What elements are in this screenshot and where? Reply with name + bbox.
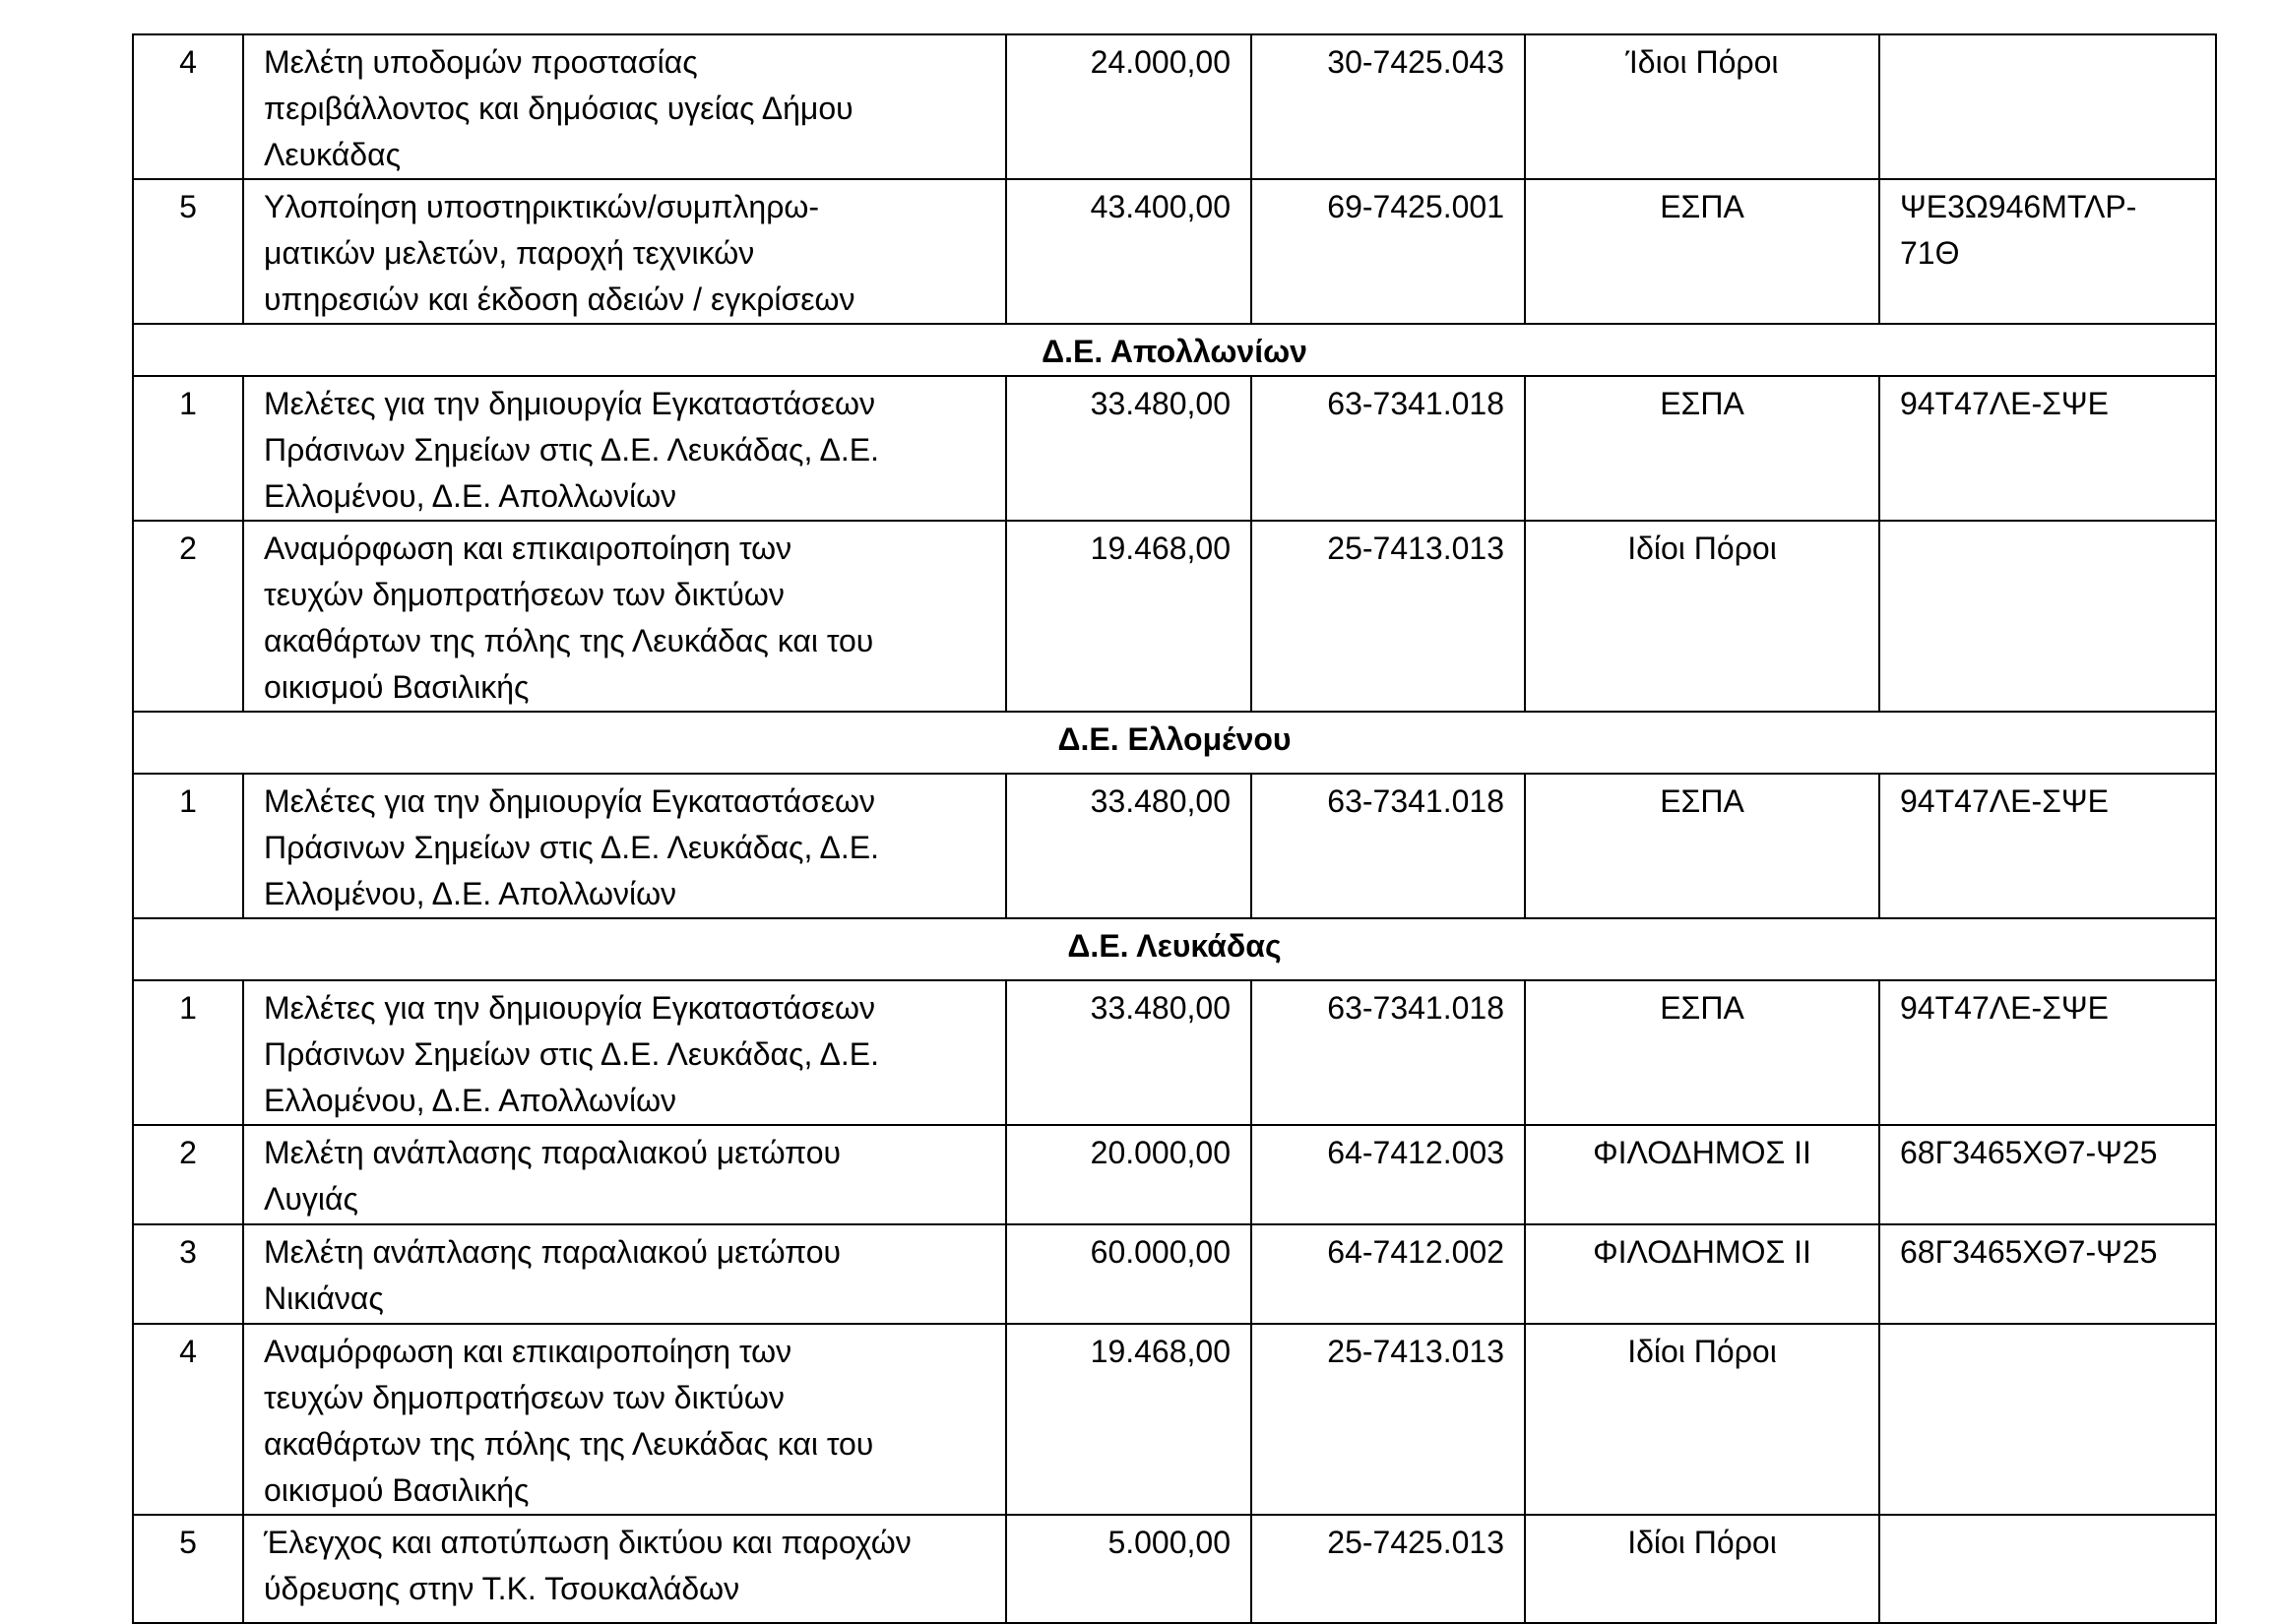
row-number: 5	[133, 179, 243, 324]
section-row	[133, 918, 2216, 980]
table-row	[133, 1224, 2216, 1324]
budget-code: 64-7412.002	[1251, 1224, 1525, 1324]
budget-amount: 20.000,00	[1006, 1125, 1251, 1224]
funding-source: Ίδιοι Πόροι	[1525, 34, 1879, 179]
budget-amount: 33.480,00	[1006, 774, 1251, 918]
ada-code: 68Γ3465ΧΘ7-Ψ25	[1879, 1125, 2216, 1224]
table-row	[133, 980, 2216, 1125]
row-number: 4	[133, 1324, 243, 1515]
budget-amount: 33.480,00	[1006, 980, 1251, 1125]
row-number: 2	[133, 1125, 243, 1224]
funding-source: Ιδίοι Πόροι	[1525, 521, 1879, 712]
studies-table	[132, 33, 2217, 1624]
funding-source: ΦΙΛΟΔΗΜΟΣ ΙΙ	[1525, 1125, 1879, 1224]
section-row	[133, 324, 2216, 376]
budget-amount: 60.000,00	[1006, 1224, 1251, 1324]
table-row	[133, 34, 2216, 179]
study-description: Μελέτες για την δημιουργία Εγκαταστάσεων Πράσινων Σημείων στις Δ.Ε. Λευκάδας, Δ.Ε. Ελλομένου, Δ.Ε. Απολλωνίων	[243, 376, 1006, 521]
budget-amount: 33.480,00	[1006, 376, 1251, 521]
budget-amount: 19.468,00	[1006, 521, 1251, 712]
budget-amount: 5.000,00	[1006, 1515, 1251, 1623]
section-row	[133, 712, 2216, 774]
budget-code: 25-7425.013	[1251, 1515, 1525, 1623]
row-number: 5	[133, 1515, 243, 1623]
ada-code: ΨΕ3Ω946ΜΤΛΡ- 71Θ	[1879, 179, 2216, 324]
table-row	[133, 521, 2216, 712]
ada-code	[1879, 521, 2216, 712]
study-description: Αναμόρφωση και επικαιροποίηση των τευχών δημοπρατήσεων των δικτύων ακαθάρτων της πόλης της Λευκάδας και του οικισμού Βασιλικής	[243, 1324, 1006, 1515]
funding-source: Ιδίοι Πόροι	[1525, 1324, 1879, 1515]
row-number: 3	[133, 1224, 243, 1324]
table-row	[133, 376, 2216, 521]
budget-code: 25-7413.013	[1251, 521, 1525, 712]
study-description: Μελέτη ανάπλασης παραλιακού μετώπου Νικιάνας	[243, 1224, 1006, 1324]
row-number: 1	[133, 980, 243, 1125]
funding-source: ΕΣΠΑ	[1525, 179, 1879, 324]
section-title: Δ.Ε. Λευκάδας	[133, 918, 2216, 980]
table-row	[133, 774, 2216, 918]
ada-code: 94Τ47ΛΕ-ΣΨΕ	[1879, 774, 2216, 918]
row-number: 4	[133, 34, 243, 179]
table-row	[133, 1125, 2216, 1224]
study-description: Μελέτη υποδομών προστασίας περιβάλλοντος και δημόσιας υγείας Δήμου Λευκάδας	[243, 34, 1006, 179]
study-description: Μελέτες για την δημιουργία Εγκαταστάσεων Πράσινων Σημείων στις Δ.Ε. Λευκάδας, Δ.Ε. Ελλομένου, Δ.Ε. Απολλωνίων	[243, 774, 1006, 918]
budget-amount: 24.000,00	[1006, 34, 1251, 179]
funding-source: Ιδίοι Πόροι	[1525, 1515, 1879, 1623]
ada-code: 94Τ47ΛΕ-ΣΨΕ	[1879, 980, 2216, 1125]
funding-source: ΕΣΠΑ	[1525, 980, 1879, 1125]
study-description: Μελέτη ανάπλασης παραλιακού μετώπου Λυγιάς	[243, 1125, 1006, 1224]
budget-code: 63-7341.018	[1251, 376, 1525, 521]
budget-code: 25-7413.013	[1251, 1324, 1525, 1515]
study-description: Αναμόρφωση και επικαιροποίηση των τευχών δημοπρατήσεων των δικτύων ακαθάρτων της πόλης της Λευκάδας και του οικισμού Βασιλικής	[243, 521, 1006, 712]
study-description: Μελέτες για την δημιουργία Εγκαταστάσεων Πράσινων Σημείων στις Δ.Ε. Λευκάδας, Δ.Ε. Ελλομένου, Δ.Ε. Απολλωνίων	[243, 980, 1006, 1125]
row-number: 1	[133, 774, 243, 918]
study-description: Υλοποίηση υποστηρικτικών/συμπληρω- ματικών μελετών, παροχή τεχνικών υπηρεσιών και έκδοση αδειών / εγκρίσεων	[243, 179, 1006, 324]
budget-code: 63-7341.018	[1251, 980, 1525, 1125]
table-row	[133, 1324, 2216, 1515]
row-number: 1	[133, 376, 243, 521]
budget-code: 30-7425.043	[1251, 34, 1525, 179]
ada-code	[1879, 34, 2216, 179]
table-row	[133, 179, 2216, 324]
budget-code: 63-7341.018	[1251, 774, 1525, 918]
row-number: 2	[133, 521, 243, 712]
ada-code: 68Γ3465ΧΘ7-Ψ25	[1879, 1224, 2216, 1324]
funding-source: ΕΣΠΑ	[1525, 774, 1879, 918]
budget-code: 64-7412.003	[1251, 1125, 1525, 1224]
ada-code	[1879, 1515, 2216, 1623]
budget-code: 69-7425.001	[1251, 179, 1525, 324]
study-description: Έλεγχος και αποτύπωση δικτύου και παροχών ύδρευσης στην Τ.Κ. Τσουκαλάδων	[243, 1515, 1006, 1623]
table-row	[133, 1515, 2216, 1623]
ada-code	[1879, 1324, 2216, 1515]
budget-amount: 19.468,00	[1006, 1324, 1251, 1515]
section-title: Δ.Ε. Απολλωνίων	[133, 324, 2216, 376]
budget-amount: 43.400,00	[1006, 179, 1251, 324]
funding-source: ΦΙΛΟΔΗΜΟΣ ΙΙ	[1525, 1224, 1879, 1324]
funding-source: ΕΣΠΑ	[1525, 376, 1879, 521]
ada-code: 94Τ47ΛΕ-ΣΨΕ	[1879, 376, 2216, 521]
section-title: Δ.Ε. Ελλομένου	[133, 712, 2216, 774]
